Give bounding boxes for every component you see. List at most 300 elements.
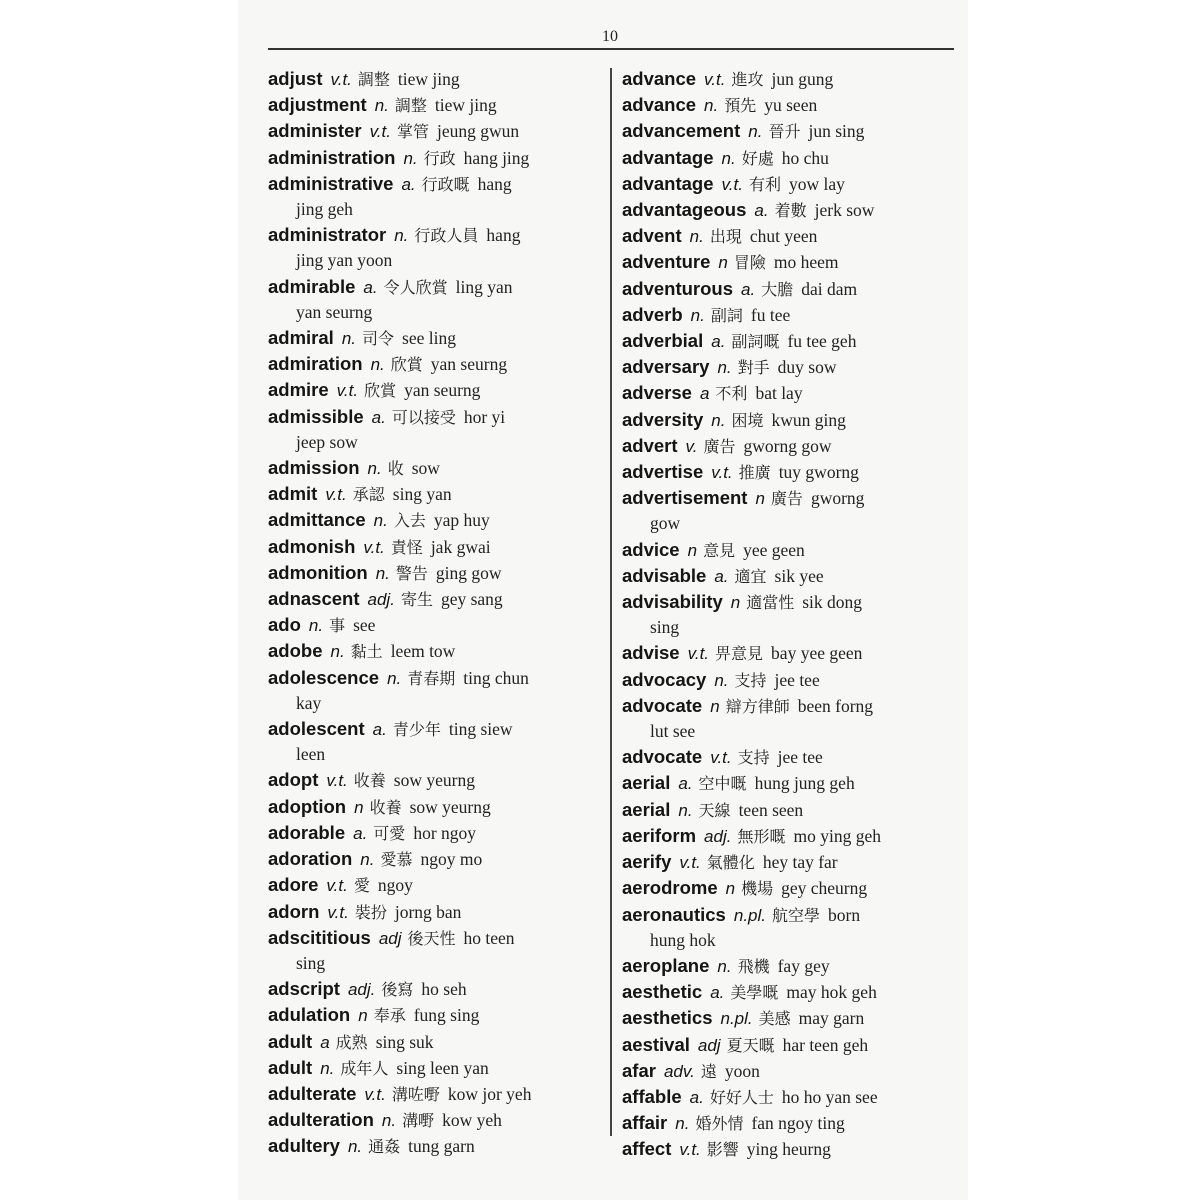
romanization: tuy gworng: [778, 462, 859, 483]
headword: adversity: [622, 408, 704, 430]
headword: affable: [622, 1085, 682, 1107]
part-of-speech: n.: [714, 670, 729, 690]
chinese-translation: 青少年: [392, 720, 441, 740]
dictionary-entry: [622, 770, 960, 796]
chinese-translation: 行政: [423, 148, 456, 168]
headword: adventurous: [622, 277, 734, 299]
part-of-speech: n.: [375, 563, 390, 583]
romanization: tiew jing: [397, 69, 460, 89]
dictionary-entry: [268, 171, 606, 222]
dictionary-entry: [622, 433, 960, 459]
romanization: fan ngoy ting: [751, 1113, 845, 1134]
part-of-speech: v.: [685, 436, 698, 456]
headword: administrative: [268, 172, 394, 194]
part-of-speech: a.: [401, 174, 416, 194]
headword: advocate: [622, 746, 703, 768]
dictionary-entry: [622, 1136, 960, 1162]
romanization: dai dam: [801, 278, 858, 299]
headword: aeriform: [622, 824, 697, 846]
romanization-continued: jing geh: [296, 199, 353, 220]
romanization: yoon: [724, 1060, 760, 1081]
headword: administer: [268, 120, 362, 142]
romanization: jun gung: [771, 69, 834, 89]
part-of-speech: v.t.: [326, 771, 348, 791]
romanization: been forng: [797, 695, 874, 716]
romanization: ting siew: [448, 719, 513, 740]
dictionary-entry: [268, 534, 606, 560]
chinese-translation: 支持: [737, 748, 770, 768]
headword: admire: [268, 379, 329, 401]
romanization: may hok geh: [786, 982, 877, 1003]
romanization: teen seen: [738, 799, 804, 820]
chinese-translation: 出現: [709, 227, 742, 247]
dictionary-entry: [268, 92, 606, 118]
dictionary-entry: [268, 794, 606, 820]
part-of-speech: a.: [363, 277, 378, 297]
romanization: gey sang: [440, 589, 503, 610]
headword: affair: [622, 1112, 668, 1134]
part-of-speech: a.: [710, 983, 725, 1003]
chinese-translation: 奉承: [373, 1006, 406, 1026]
romanization: sik dong: [802, 592, 863, 613]
headword: administrator: [268, 224, 387, 246]
romanization: jun sing: [808, 121, 865, 142]
chinese-translation: 溝咗嘢: [391, 1084, 440, 1104]
headword: advocacy: [622, 668, 707, 690]
dictionary-entry: [268, 899, 606, 925]
dictionary-entry: [268, 872, 606, 898]
chinese-translation: 推廣: [738, 463, 771, 483]
romanization: har teen geh: [782, 1034, 869, 1055]
part-of-speech: v.t.: [679, 1140, 701, 1160]
part-of-speech: n: [718, 253, 728, 273]
part-of-speech: v.t.: [325, 485, 347, 505]
part-of-speech: a.: [741, 279, 756, 299]
romanization: duy sow: [777, 357, 837, 378]
dictionary-entry: [622, 1084, 960, 1110]
chinese-translation: 警告: [395, 563, 428, 583]
part-of-speech: n.pl.: [733, 905, 766, 925]
part-of-speech: n: [687, 540, 698, 560]
dictionary-entry: [268, 455, 606, 481]
part-of-speech: adj.: [367, 590, 395, 610]
headword: adulteration: [268, 1109, 374, 1131]
romanization: yan seurng: [404, 380, 481, 401]
chinese-translation: 副詞: [710, 305, 743, 325]
part-of-speech: n.: [678, 800, 693, 820]
chinese-translation: 好好人士: [709, 1087, 774, 1107]
headword: adobe: [268, 640, 323, 662]
chinese-translation: 天線: [698, 800, 731, 820]
chinese-translation: 遠: [700, 1061, 717, 1081]
chinese-translation: 掌管: [396, 122, 429, 142]
part-of-speech: n.: [308, 616, 324, 636]
part-of-speech: n.: [717, 358, 732, 378]
dictionary-entry: [622, 875, 960, 901]
chinese-translation: 無形嘅: [737, 826, 786, 846]
part-of-speech: n.: [347, 1137, 363, 1157]
part-of-speech: n.: [360, 850, 375, 870]
headword: admit: [268, 483, 318, 505]
part-of-speech: n: [710, 696, 720, 716]
chinese-translation: 着數: [774, 201, 807, 221]
chinese-translation: 氣體化: [706, 853, 755, 873]
dictionary-entry: [622, 953, 960, 979]
romanization: fung sing: [413, 1005, 480, 1026]
header-rule: [268, 48, 954, 50]
chinese-translation: 成年人: [340, 1058, 389, 1078]
headword: advance: [622, 94, 697, 116]
part-of-speech: v.t.: [679, 853, 701, 873]
part-of-speech: n.: [717, 956, 732, 976]
romanization: ling yan: [455, 276, 513, 297]
dictionary-entry: [622, 1032, 960, 1058]
chinese-translation: 成熟: [335, 1032, 368, 1052]
romanization: bay yee geen: [771, 643, 863, 664]
part-of-speech: n.: [711, 410, 726, 430]
chinese-translation: 裝扮: [354, 902, 387, 922]
romanization: hang: [477, 173, 512, 194]
romanization-continued: hung hok: [650, 929, 716, 950]
romanization: ho teen: [463, 927, 515, 948]
headword: advisability: [622, 591, 723, 613]
part-of-speech: v.t.: [704, 70, 726, 89]
romanization: hor yi: [463, 406, 506, 427]
romanization: kow yeh: [442, 1110, 502, 1131]
part-of-speech: n: [755, 489, 765, 509]
dictionary-entry: [268, 507, 606, 533]
headword: adopt: [268, 769, 319, 791]
dictionary-entry: [622, 589, 960, 640]
romanization: sow: [411, 458, 440, 479]
dictionary-entry: [622, 407, 960, 433]
romanization: yu seen: [764, 95, 818, 116]
chinese-translation: 機場: [741, 879, 774, 899]
headword: affect: [622, 1138, 672, 1160]
part-of-speech: v.t.: [710, 748, 732, 768]
dictionary-entry: [622, 1110, 960, 1136]
chinese-translation: 困境: [731, 410, 764, 430]
headword: afar: [622, 1059, 656, 1081]
chinese-translation: 欣賞: [364, 381, 397, 401]
dictionary-entry: [268, 716, 606, 767]
chinese-translation: 支持: [734, 670, 767, 690]
romanization: jerk sow: [814, 200, 875, 221]
part-of-speech: n: [354, 797, 364, 817]
part-of-speech: a.: [754, 201, 769, 221]
romanization-continued: yan seurng: [296, 301, 373, 322]
left-column: [268, 66, 606, 1160]
headword: admissible: [268, 405, 364, 427]
headword: advertisement: [622, 487, 748, 509]
headword: adscititious: [268, 926, 371, 948]
chinese-translation: 廣告: [703, 436, 736, 456]
dictionary-entry: [268, 1029, 606, 1055]
romanization-continued: gow: [650, 513, 681, 534]
dictionary-entry: [622, 693, 960, 744]
headword: advancement: [622, 120, 741, 142]
romanization: sing suk: [375, 1031, 434, 1052]
headword: aeroplane: [622, 954, 710, 976]
headword: adverbial: [622, 330, 704, 352]
romanization: jee tee: [774, 669, 820, 690]
dictionary-entry: [268, 118, 606, 144]
headword: aeronautics: [622, 903, 726, 925]
part-of-speech: v.t.: [687, 644, 710, 664]
headword: adjust: [268, 68, 323, 89]
headword: advantageous: [622, 199, 747, 221]
dictionary-entry: [622, 797, 960, 823]
dictionary-entry: [268, 976, 606, 1002]
chinese-translation: 溝嘢: [402, 1111, 435, 1131]
chinese-translation: 晉升: [768, 122, 801, 142]
romanization: ngoy: [377, 875, 413, 896]
dictionary-entry: [268, 351, 606, 377]
part-of-speech: adj.: [347, 980, 376, 1000]
chinese-translation: 司令: [362, 329, 395, 349]
romanization: ngoy mo: [420, 849, 483, 870]
headword: adore: [268, 874, 319, 896]
part-of-speech: adj: [378, 928, 402, 948]
romanization: see: [353, 615, 376, 636]
headword: adorable: [268, 821, 346, 843]
chinese-translation: 適當性: [746, 593, 795, 613]
dictionary-entry: [622, 823, 960, 849]
romanization: sow yeurng: [393, 770, 475, 791]
dictionary-entry: [622, 249, 960, 275]
dictionary-entry: [622, 302, 960, 328]
chinese-translation: 意見: [703, 540, 736, 560]
dictionary-entry: [268, 404, 606, 455]
chinese-translation: 通姦: [368, 1137, 401, 1157]
romanization: ho chu: [781, 147, 829, 168]
dictionary-entry: [622, 485, 960, 536]
part-of-speech: n.: [721, 148, 736, 168]
dictionary-entry: [622, 171, 960, 197]
part-of-speech: n.: [748, 122, 763, 142]
part-of-speech: n: [730, 593, 741, 613]
romanization: bat lay: [755, 383, 803, 404]
romanization: jorng ban: [394, 901, 462, 922]
part-of-speech: a: [320, 1032, 330, 1052]
dictionary-entry: [622, 979, 960, 1005]
headword: adverb: [622, 303, 683, 325]
romanization: gworng: [810, 488, 865, 509]
romanization: sik yee: [774, 565, 824, 586]
headword: admiral: [268, 327, 334, 349]
headword: admonish: [268, 535, 356, 557]
dictionary-entry: [622, 902, 960, 953]
romanization: chut yeen: [749, 226, 818, 247]
part-of-speech: v.t.: [330, 70, 352, 89]
headword: aesthetics: [622, 1007, 713, 1029]
headword: ado: [268, 614, 301, 636]
part-of-speech: a.: [711, 332, 726, 352]
romanization: leem tow: [390, 641, 456, 662]
chinese-translation: 婚外情: [695, 1114, 744, 1134]
chinese-translation: 愛慕: [380, 850, 413, 870]
romanization: ting chun: [463, 667, 529, 688]
dictionary-entry: [268, 820, 606, 846]
dictionary-entry: [268, 1133, 606, 1159]
dictionary-entry: [622, 640, 960, 666]
romanization: ging gow: [435, 562, 502, 583]
part-of-speech: n: [358, 1006, 368, 1026]
headword: aesthetic: [622, 981, 703, 1003]
chinese-translation: 承認: [352, 485, 385, 505]
dictionary-entry: [268, 1055, 606, 1081]
dictionary-entry: [268, 612, 606, 638]
part-of-speech: v.t.: [363, 537, 385, 557]
headword: admirable: [268, 275, 356, 297]
chinese-translation: 辯方律師: [725, 696, 790, 716]
headword: aerify: [622, 851, 672, 873]
romanization: hang: [486, 225, 521, 246]
chinese-translation: 夏天嘅: [726, 1035, 775, 1055]
part-of-speech: n.: [689, 227, 704, 247]
romanization: gworng gow: [743, 435, 832, 456]
chinese-translation: 後天性: [407, 928, 456, 948]
dictionary-entry: [268, 274, 606, 325]
dictionary-entry: [622, 744, 960, 770]
chinese-translation: 預先: [724, 96, 757, 116]
chinese-translation: 對手: [737, 358, 770, 378]
dictionary-entry: [268, 66, 606, 92]
dictionary-entry: [622, 1005, 960, 1031]
part-of-speech: a.: [714, 566, 729, 586]
part-of-speech: n.: [330, 642, 345, 662]
dictionary-entry: [268, 1081, 606, 1107]
part-of-speech: a.: [689, 1087, 704, 1107]
headword: advocate: [622, 694, 703, 716]
romanization: may garn: [798, 1008, 865, 1029]
dictionary-entry: [268, 145, 606, 171]
chinese-translation: 調整: [394, 96, 427, 116]
part-of-speech: v.t.: [326, 876, 348, 896]
part-of-speech: a.: [678, 774, 693, 794]
headword: advert: [622, 434, 678, 456]
romanization: hor ngoy: [413, 822, 477, 843]
dictionary-entry: [268, 638, 606, 664]
headword: adulterate: [268, 1082, 357, 1104]
romanization: yap huy: [433, 510, 490, 531]
romanization: hung jung geh: [754, 773, 855, 794]
chinese-translation: 冒險: [733, 253, 766, 273]
chinese-translation: 調整: [357, 70, 390, 89]
dictionary-entry: [268, 586, 606, 612]
part-of-speech: v.t.: [327, 902, 349, 922]
dictionary-entry: [622, 92, 960, 118]
romanization: tiew jing: [434, 95, 497, 116]
headword: admission: [268, 457, 360, 479]
part-of-speech: a.: [353, 823, 368, 843]
headword: advice: [622, 538, 680, 560]
romanization: yan seurng: [430, 354, 508, 375]
part-of-speech: a: [699, 384, 710, 404]
dictionary-entry: [622, 66, 960, 92]
headword: adultery: [268, 1135, 340, 1157]
dictionary-entry: [268, 665, 606, 716]
dictionary-entry: [622, 1058, 960, 1084]
part-of-speech: n.: [341, 329, 356, 349]
dictionary-entry: [622, 354, 960, 380]
dictionary-entry: [622, 328, 960, 354]
part-of-speech: adv.: [663, 1061, 695, 1081]
chinese-translation: 收養: [353, 771, 386, 791]
romanization: yow lay: [788, 173, 845, 194]
part-of-speech: adj: [697, 1035, 721, 1055]
romanization: tung garn: [408, 1136, 475, 1157]
romanization: fay gey: [777, 955, 830, 976]
romanization-continued: jing yan yoon: [296, 250, 393, 271]
chinese-translation: 廣告: [770, 489, 803, 509]
dictionary-entry: [268, 1002, 606, 1028]
chinese-translation: 適宜: [734, 566, 767, 586]
chinese-translation: 愛: [353, 876, 370, 896]
romanization: kwun ging: [771, 409, 846, 430]
chinese-translation: 寄生: [400, 590, 433, 610]
romanization: mo heem: [773, 252, 839, 273]
headword: aestival: [622, 1033, 690, 1055]
headword: advisable: [622, 564, 707, 586]
headword: administration: [268, 146, 396, 168]
part-of-speech: a.: [371, 407, 386, 427]
romanization: ho seh: [421, 979, 467, 1000]
headword: admonition: [268, 561, 368, 583]
headword: adoration: [268, 848, 353, 870]
headword: advent: [622, 225, 682, 247]
part-of-speech: v.t.: [721, 174, 743, 194]
chinese-translation: 美學嘅: [730, 983, 779, 1003]
headword: advantage: [622, 146, 714, 168]
dictionary-entry: [622, 459, 960, 485]
chinese-translation: 行政嘅: [421, 174, 470, 194]
chinese-translation: 進攻: [731, 70, 764, 89]
dictionary-entry: [622, 537, 960, 563]
part-of-speech: n.: [374, 96, 389, 116]
dictionary-entry: [268, 925, 606, 976]
headword: adolescence: [268, 666, 380, 688]
romanization: fu tee: [750, 304, 791, 325]
headword: adnascent: [268, 588, 360, 610]
headword: advantage: [622, 172, 714, 194]
dictionary-entry: [268, 767, 606, 793]
chinese-translation: 責怪: [390, 537, 423, 557]
romanization: ying heurng: [746, 1139, 831, 1160]
headword: adulation: [268, 1004, 351, 1026]
dictionary-entry: [622, 197, 960, 223]
romanization: kow jor yeh: [447, 1083, 532, 1104]
chinese-translation: 入去: [393, 511, 426, 531]
headword: adoption: [268, 795, 347, 817]
part-of-speech: n.: [403, 148, 418, 168]
headword: aerial: [622, 798, 671, 820]
part-of-speech: n.: [394, 226, 409, 246]
chinese-translation: 副詞嘅: [731, 332, 780, 352]
romanization: hang jing: [463, 147, 530, 168]
part-of-speech: n.: [690, 305, 705, 325]
dictionary-entry: [268, 377, 606, 403]
chinese-translation: 行政人員: [414, 226, 479, 246]
romanization: mo ying geh: [793, 825, 881, 846]
headword: aerial: [622, 772, 671, 794]
romanization: jeung gwun: [437, 121, 520, 142]
chinese-translation: 好處: [741, 148, 774, 168]
headword: adult: [268, 1030, 313, 1052]
headword: adorn: [268, 900, 320, 922]
headword: adverse: [622, 382, 692, 404]
headword: adolescent: [268, 718, 365, 740]
